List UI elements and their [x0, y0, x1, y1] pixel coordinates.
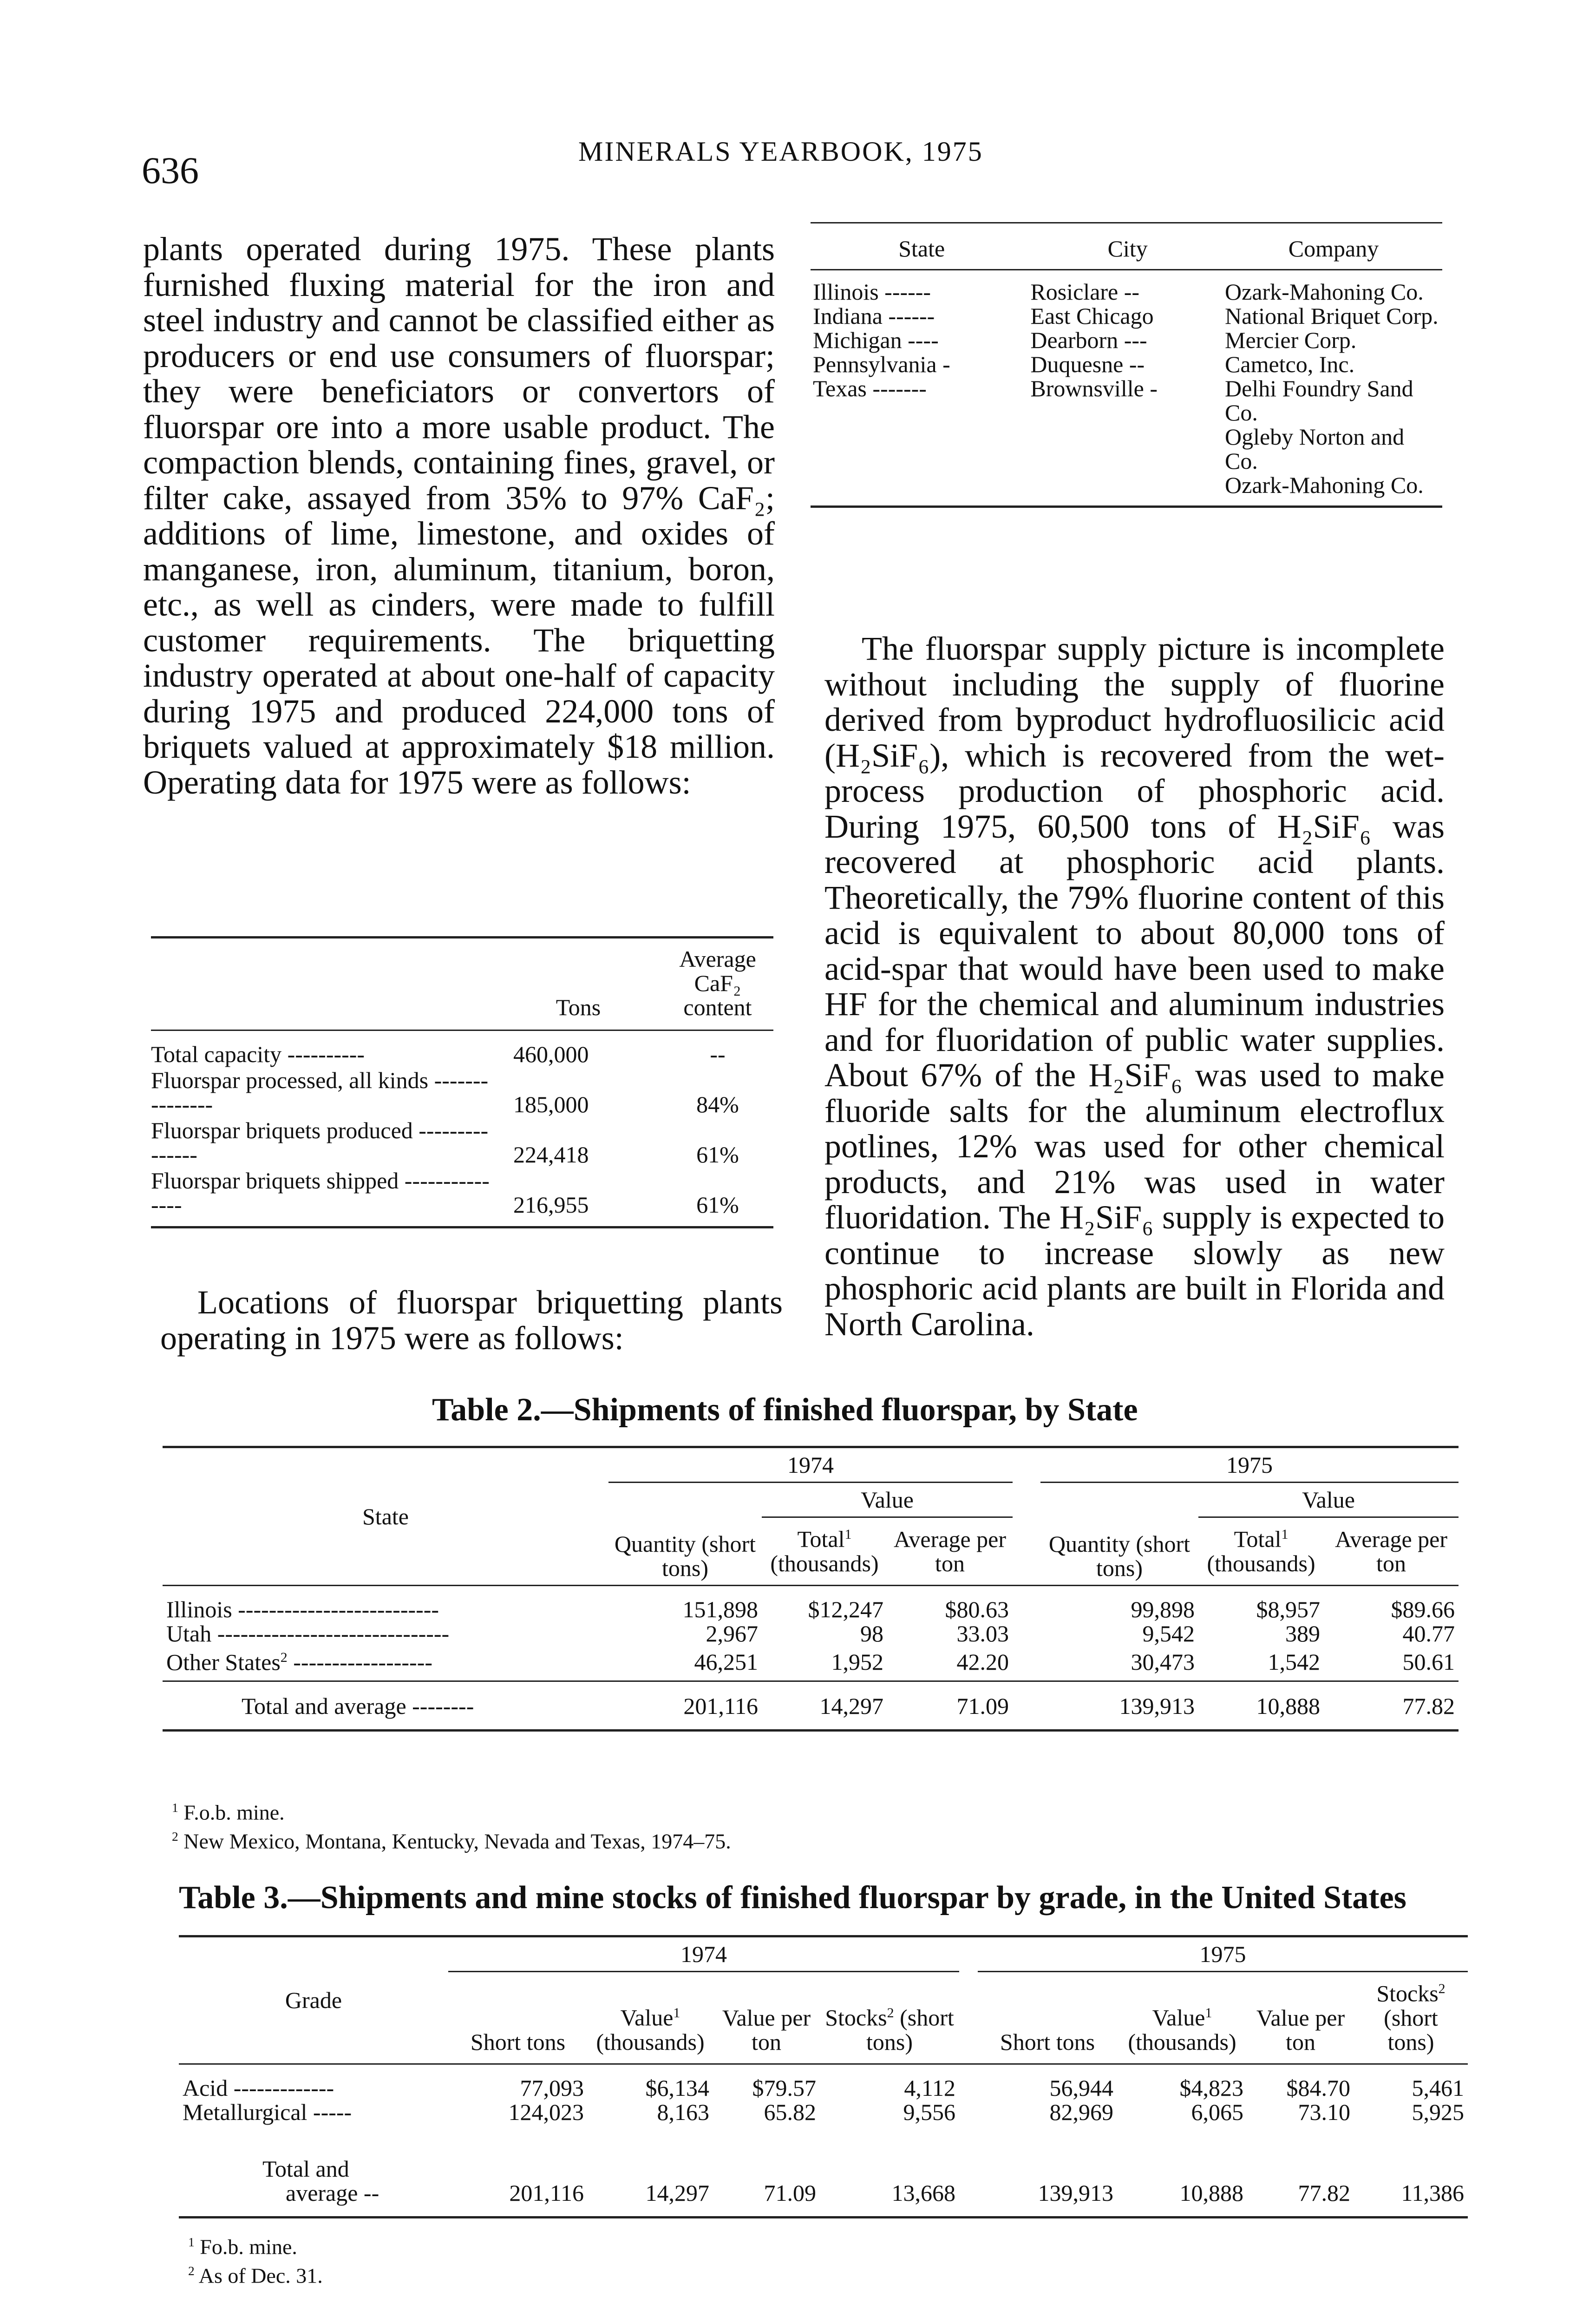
- table-row: Indiana ------ East Chicago National Briquet Corp.: [813, 303, 1439, 329]
- plant-locations-table: [811, 222, 1442, 508]
- page-number: 636: [142, 149, 199, 191]
- col-stocks-1975: Stocks$^2$ (short tons): [1376, 1980, 1446, 2055]
- col-tons: Tons: [556, 994, 601, 1020]
- year-1975: 1975: [978, 1936, 1468, 1972]
- col-stocks-1974: Stocks$^2$ (short tons): [825, 2004, 954, 2055]
- col-city: City: [1107, 236, 1148, 262]
- table3-title: Table 3.—Shipments and mine stocks of finished fluorspar by grade, in the United States: [179, 1880, 1406, 1916]
- year-1974: 1974: [448, 1936, 959, 1972]
- table-row: Ogleby Norton and Co.: [1225, 424, 1405, 474]
- right-column-paragraph: The fluorspar supply picture is incomplete without including the supply of fluorine derived from byproduct hydrofluosilicic acid (H₂SiF₆), which is recovered from the wet-process production of phosphoric acid. During 1975, 60,500 tons of H₂SiF₆ was recovered at phosphoric acid plants. Theoretically, the 79% fluorine content of this acid is equivalent to about 80,000 tons of acid-spar that would have been used to make HF for the chemical and aluminum industries and for fluoridation of public water supplies. About 67% of the H₂SiF₆ was used to make fluoride salts for the aluminum electroflux potlines, 12% was used for other chemical products, and 21% was used in water fluoridation. The H₂SiF₆ supply is expected to continue to increase slowly as new phosphoric acid plants are built in Florida and North Carolina.: [824, 630, 1445, 1343]
- table-row: Ozark-Mahoning Co.: [1225, 472, 1424, 498]
- table-row: Michigan ---- Dearborn --- Mercier Corp.: [813, 327, 1357, 353]
- col-value-per-ton-1975: Value per ton: [1256, 2004, 1345, 2055]
- table2-shipments-by-state: [163, 1446, 1459, 1732]
- table-row: Illinois ------ Rosiclare -- Ozark-Mahoning Co.: [813, 279, 1424, 305]
- col-value-1974: Value: [762, 1483, 1013, 1517]
- table-row: Metallurgical ----- 124,023 8,163 65.82 9,556 82,969 6,065 73.10 5,925: [183, 2099, 1464, 2125]
- col-company: Company: [1288, 236, 1379, 262]
- col-short-tons-1974: Short tons: [470, 2028, 566, 2055]
- table-row: Fluorspar briquets produced --------------- 224,418 61%: [151, 1117, 739, 1168]
- page-header: [0, 122, 1596, 201]
- col-total-1975: Total$^1$ (thousands): [1207, 1526, 1315, 1576]
- year-1974: 1974: [608, 1447, 1013, 1483]
- table2-title: Table 2.—Shipments of finished fluorspar, by State: [432, 1392, 1138, 1428]
- table-row: Acid ------------- 77,093 $6,134 $79.57 4,112 56,944 $4,823 $84.70 5,461: [183, 2074, 1464, 2101]
- year-1975: 1975: [1040, 1447, 1459, 1483]
- col-value-1975: Value$^1$ (thousands): [1128, 2004, 1236, 2055]
- table-row: Fluorspar briquets shipped --------------- 216,955 61%: [151, 1168, 739, 1218]
- col-value-1974: Value$^1$ (thousands): [596, 2004, 705, 2055]
- col-value-1975: Value: [1198, 1483, 1459, 1517]
- table3-footnotes: $^1$ Fo.b. mine. $^2$ As of Dec. 31.: [188, 2235, 323, 2288]
- col-average-1975: Average per ton: [1335, 1526, 1447, 1576]
- locations-intro: Locations of fluorspar briquetting plants operating in 1975 were as follows:: [160, 1284, 783, 1357]
- table-total-row: Total and average -------- 201,116 14,297 71.09 139,913 10,888 77.82: [163, 1681, 1459, 1731]
- col-total-1974: Total$^1$ (thousands): [770, 1526, 879, 1576]
- table-row: Fluorspar processed, all kinds --------------- 185,000 84%: [151, 1067, 739, 1117]
- body-paragraph: plants operated during 1975. These plants furnished fluxing material for the iron and steel industry and cannot be classified either as producers or end use consumers of fluorspar; they were beneficiators or convertors of fluorspar ore into a more usable product. The compaction blends, containing fines, gravel, or filter cake, assayed from 35% to 97% CaF₂; additions of lime, limestone, and oxides of manganese, iron, aluminum, titanium, boron, etc., as well as cinders, were made to fulfill customer requirements. The briquetting industry operated at about one-half of capacity during 1975 and produced 224,000 tons of briquets valued at approximately $18 million. Operating data for 1975 were as follows:: [143, 230, 775, 801]
- table-total-row: Total and average -- 201,116 14,297 71.09 13,668 139,913 10,888 77.82 11,386: [179, 2124, 1468, 2218]
- left-column-paragraph: [143, 231, 775, 800]
- operating-data-table: [151, 936, 773, 1228]
- col-quantity-1975: Quantity (short tons): [1048, 1530, 1190, 1581]
- col-value-per-ton-1974: Value per ton: [722, 2004, 811, 2055]
- col-short-tons-1975: Short tons: [1000, 2028, 1095, 2055]
- table3-shipments-by-grade: [179, 1935, 1468, 2218]
- table-row: Utah ------------------------------ 2,967 98 33.03 9,542 389 40.77: [166, 1620, 1455, 1647]
- col-state: State: [362, 1503, 409, 1529]
- table-row: Pennsylvania - Duquesne -- Cametco, Inc.: [813, 351, 1355, 377]
- table-row: Texas ------- Brownsville - Delhi Foundry Sand Co.: [813, 375, 1413, 426]
- col-average-caf2: Average CaF₂ content: [679, 946, 756, 1020]
- col-average-1974: Average per ton: [894, 1526, 1006, 1576]
- running-head: MINERALS YEARBOOK, 1975: [578, 136, 983, 167]
- table-row: Illinois -------------------------- 151,898 $12,247 $80.63 99,898 $8,957 $89.66: [166, 1596, 1455, 1622]
- col-grade: Grade: [285, 1987, 342, 2014]
- col-state: State: [898, 236, 945, 262]
- col-quantity-1974: Quantity (short tons): [614, 1530, 756, 1581]
- table-row: Other States$^2$ ------------------ 46,251 1,952 42.20 30,473 1,542 50.61: [163, 1646, 1459, 1681]
- table-row: Total capacity ---------- 460,000 --: [151, 1041, 726, 1067]
- table2-footnotes: $^1$ F.o.b. mine. $^2$ New Mexico, Montana, Kentucky, Nevada and Texas, 1974–75.: [172, 1800, 731, 1853]
